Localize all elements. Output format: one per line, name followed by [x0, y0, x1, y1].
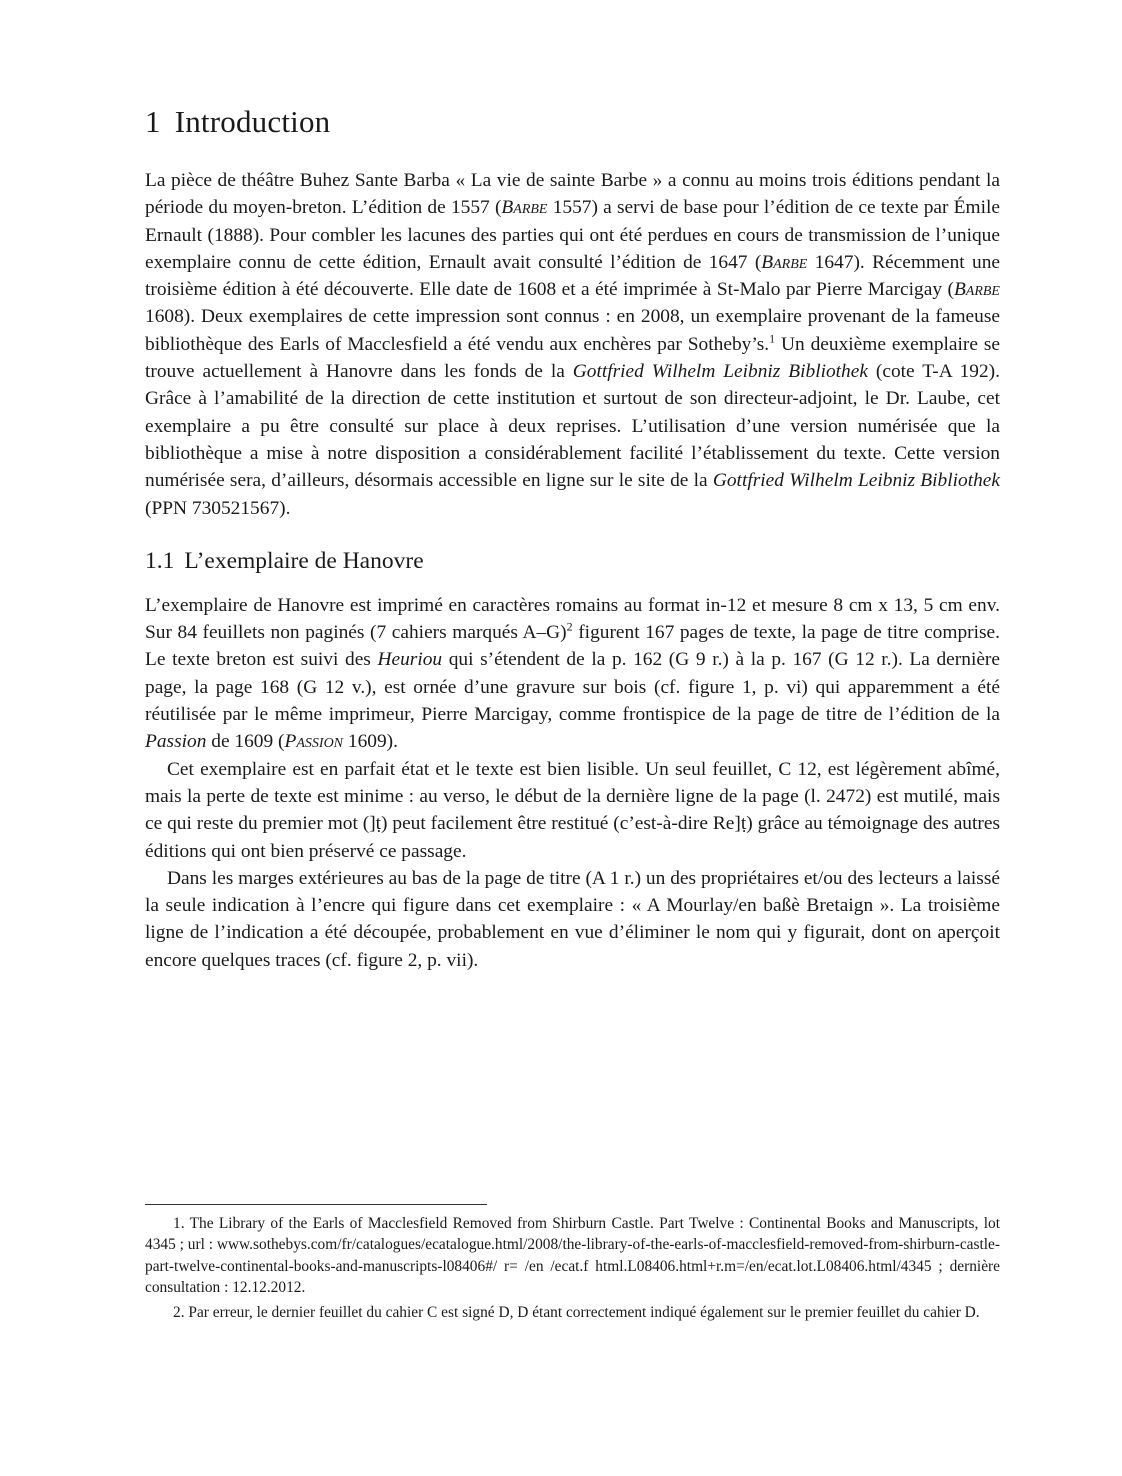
paragraph-3: Dans les marges extérieures au bas de la page de titre (A 1 r.) un des propriétaires et/ou des lecteurs a laissé la seule indication à l’encre qui figure dans cet exemplaire : « A Mourlay/en baßè Bretaign ». La troisième ligne de l’indication a été découpée, probablement en vue d’éliminer le nom qui y figurait, dont on aperçoit encore quelques traces (cf. figure 2, p. vii). — [145, 867, 1000, 971]
document-page — [145, 102, 1000, 974]
intro-text: (PPN 730521567). — [145, 497, 291, 519]
footnote-1: 1. The Library of the Earls of Macclesfield Removed from Shirburn Castle. Part Twelve : Continental Books and Manuscripts, lot 4345 ; url : www.sothebys.com/fr/catalogues/ecatalogue.html/2008/the-library-of-the-earls-of-macclesfield-removed-from-shirburn-castle-part-twelve-continental-books-and-manuscripts-l08406#/ r= /en /ecat.f html.L08406.html+r.m=/en/ecat.lot.L08406.html/4345 ; dernière consultation : 12.12.2012. — [145, 1215, 1001, 1297]
barbe-citation: Barbe — [761, 251, 808, 273]
barbe-citation: Barbe — [953, 279, 1000, 301]
intro-text: 1647). Récemment une troisième édition à été découverte. Elle date de 1608 et a été imprimée à St-Malo par Pierre Marcigay ( — [145, 251, 1001, 301]
footnote-2: 2. Par erreur, le dernier feuillet du cahier C est signé D, D étant correctement indiqué également sur le premier feuillet du cahier D. — [173, 1303, 980, 1321]
paragraph-text: de 1609 ( — [206, 731, 285, 753]
paragraph-text: figurent 167 pages de texte, la page de titre comprise. Le texte breton est suivi des — [145, 622, 1000, 671]
footnote-ref-2[interactable]: 2 — [566, 619, 573, 634]
intro-text: 1557) a servi de base pour l’édition de ce texte par Émile Ernault (1888). Pour combler les lacunes des parties qui ont été perdues en cours de transmission de l’unique exemplaire connu de cette édition, Ernault avait consulté l’édition de 1647 ( — [145, 197, 1000, 273]
footnote-rule — [145, 1204, 487, 1205]
paragraph-2: Cet exemplaire est en parfait état et le texte est bien lisible. Un seul feuillet, C 12, est légèrement abîmé, mais la perte de texte est minime : au verso, le début de la dernière ligne de la page (l. 2472) est mutilé, mais ce qui reste du premier mot (]ṭ) peut facilement être restitué (c’est-à-dire Re]ṭ) grâce au témoignage des autres éditions qui ont bien préservé ce passage. — [145, 758, 1000, 862]
subsection-heading — [145, 546, 1000, 576]
paragraph-text: qui s’étendent de la p. 162 (G 9 r.) à la p. 167 (G 12 r.). La dernière page, la page 168 (G 12 v.), est ornée d’une gravure sur bois (cf. figure 1, p. vi) qui apparemment a été réutilisée par le même imprimeur, Pierre Marcigay, comme frontispice de la page de titre de l’édition de la — [145, 649, 1000, 726]
passion-citation: Passion — [284, 731, 344, 753]
footnotes — [145, 1204, 1000, 1326]
barbe-citation: Barbe — [501, 197, 548, 219]
subsection-number: 1.1 — [145, 547, 175, 574]
passion-title: Passion — [145, 731, 207, 753]
intro-text: Un deuxième exemplaire se trouve actuellement à Hanovre dans les fonds de la — [145, 333, 1001, 383]
section-number: 1 — [145, 104, 161, 139]
subsection-title: L’exemplaire de Hanovre — [184, 547, 424, 574]
intro-text: 1608). Deux exemplaires de cette impression sont connus : en 2008, un exemplaire provenant de la fameuse bibliothèque des Earls of Macclesfield a été vendu aux enchères par Sotheby’s. — [145, 306, 1000, 355]
footnote-ref-1[interactable]: 1 — [769, 331, 776, 346]
intro-text: La pièce de théâtre Buhez Sante Barba « La vie de sainte Barbe » a connu au moins trois éditions pendant la période du moyen-breton. L’édition de 1557 ( — [145, 170, 1000, 219]
library-name: Gottfried Wilhelm Leibniz Bibliothek — [712, 470, 1001, 492]
paragraph-text: L’exemplaire de Hanovre est imprimé en caractères romains au format in-12 et mesure 8 cm x 13, 5 cm env. Sur 84 feuillets non paginés (7 cahiers marqués A–G) — [145, 594, 1000, 644]
heuriou-title: Heuriou — [377, 649, 443, 671]
library-name: Gottfried Wilhelm Leibniz Bibliothek — [572, 361, 868, 383]
section-heading — [145, 102, 1000, 142]
paragraph-text: 1609). — [343, 731, 398, 753]
intro-text: (cote T-A 192). Grâce à l’amabilité de la direction de cette institution et surtout de son directeur-adjoint, le Dr. Laube, cet exemplaire a pu être consulté sur place à deux reprises. L’utilisation d’une version numérisée que la bibliothèque a mise à notre disposition a considérablement facilité l’établissement du texte. Cette version numérisée sera, d’ailleurs, désormais accessible en ligne sur le site de la — [145, 361, 1000, 492]
section-title: Introduction — [174, 104, 331, 139]
intro-paragraph — [145, 167, 1000, 522]
paragraph-1 — [145, 592, 1000, 756]
